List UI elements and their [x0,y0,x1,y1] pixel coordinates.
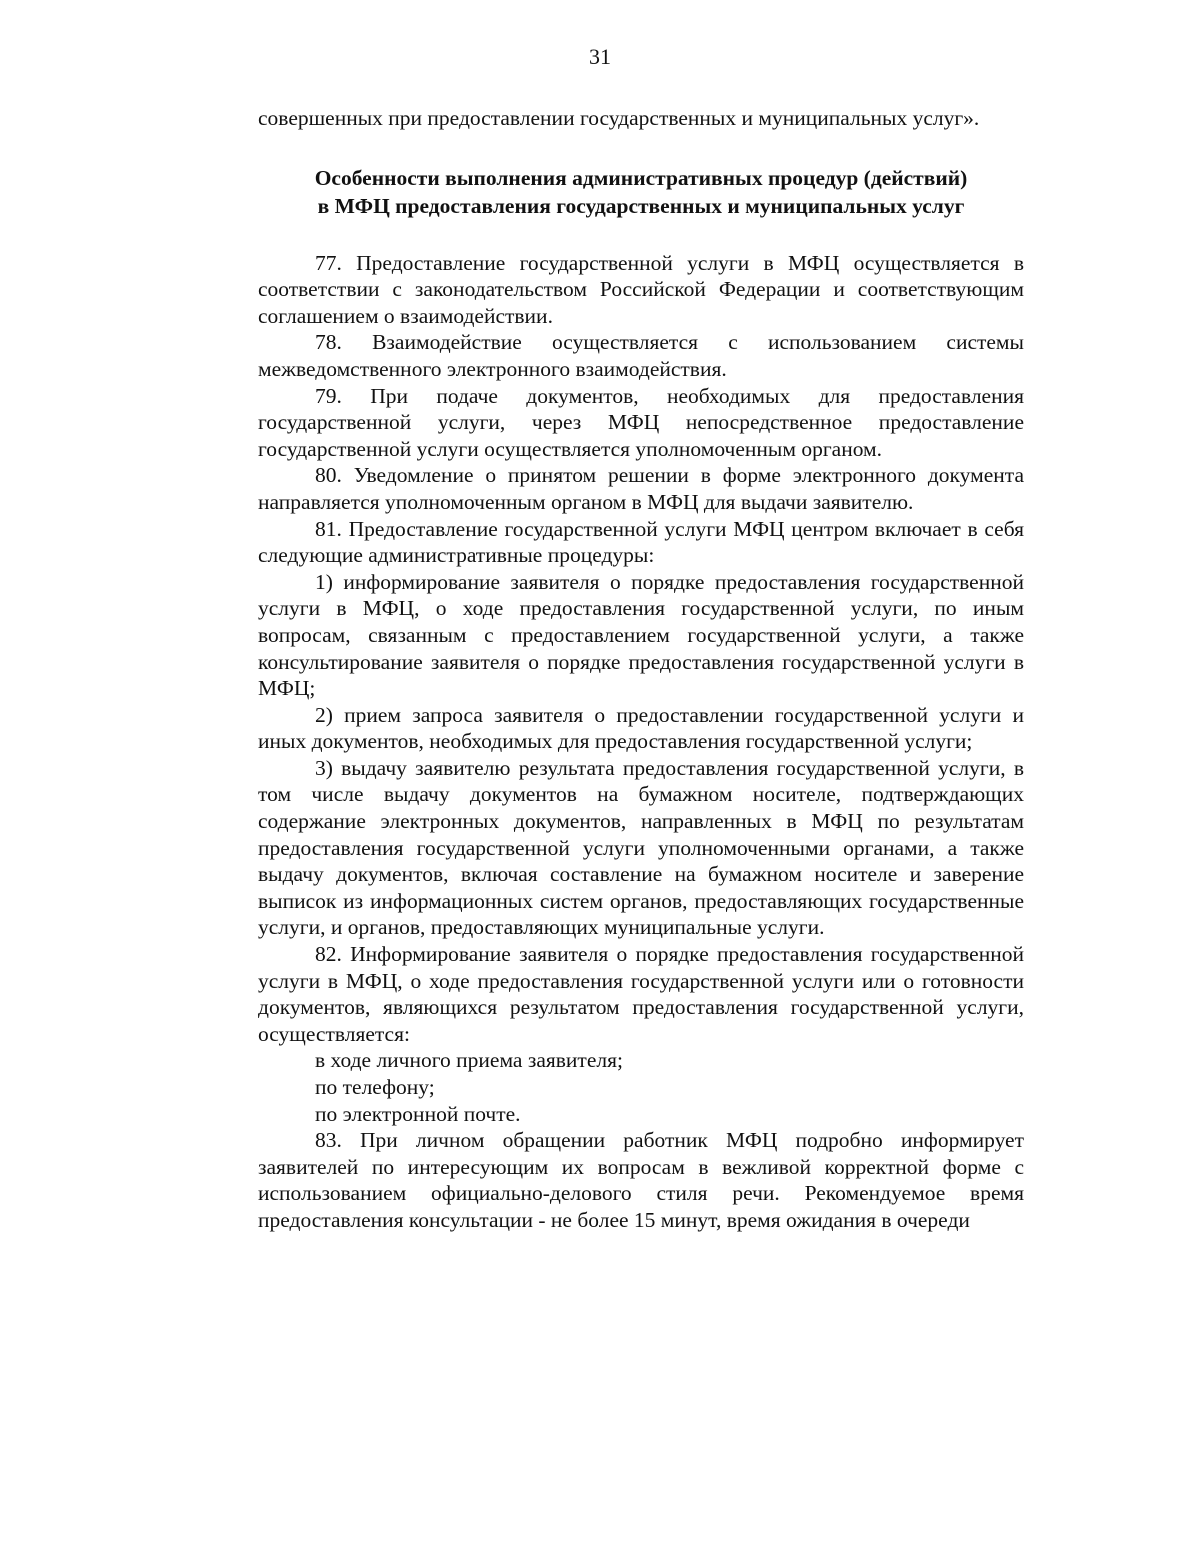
document-body [258,105,1024,1234]
paragraph-81-item-3: 3) выдачу заявителю результата предоставления государственной услуги, в том числе выдачу документов на бумажном носителе, подтверждающих содержание электронных документов, направленных в МФЦ по результатам предоставления государственной услуги уполномоченными органами, а также выдачу документов, включая составление на бумажном носителе и заверение выписок из информационных систем органов, предоставляющих государственные услуги, и органов, предоставляющих муниципальные услуги. [258,755,1024,940]
paragraph-80: 80. Уведомление о принятом решении в форме электронного документа направляется уполномоченным органом в МФЦ для выдачи заявителю. [258,463,1024,514]
section-heading-line-1: Особенности выполнения административных процедур (действий) [314,165,968,190]
paragraph-82: 82. Информирование заявителя о порядке предоставления государственной услуги в МФЦ, о ходе предоставления государственной услуги или о готовности документов, являющихся результатом предоставления государственной услуги, осуществляется: [258,942,1024,1046]
section-heading [258,164,1024,220]
paragraph-81-item-1: 1) информирование заявителя о порядке предоставления государственной услуги в МФЦ, о ходе предоставления государственной услуги, по иным вопросам, связанным с предоставлением государственной услуги, а также консультирование заявителя о порядке предоставления государственной услуги в МФЦ; [258,569,1024,701]
paragraph-82-method-phone: по телефону; [315,1075,435,1099]
paragraph-82-method-email: по электронной почте. [315,1101,521,1126]
intro-continuation: совершенных при предоставлении государственных и муниципальных услуг». [258,106,980,130]
paragraph-83: 83. При личном обращении работник МФЦ подробно информирует заявителей по интересующим их вопросам в вежливой корректной форме с использованием официально-делового стиля речи. Рекомендуемое время предоставления консультации - не более 15 минут, время ожидания в очереди [258,1128,1024,1232]
paragraph-78: 78. Взаимодействие осуществляется с использованием системы межведомственного электронного взаимодействия. [258,330,1024,381]
paragraph-81: 81. Предоставление государственной услуги МФЦ центром включает в себя следующие административные процедуры: [258,516,1024,568]
paragraph-82-method-in-person: в ходе личного приема заявителя; [315,1048,623,1073]
paragraph-77: 77. Предоставление государственной услуги в МФЦ осуществляется в соответствии с законодательством Российской Федерации и соответствующим соглашением о взаимодействии. [258,250,1024,328]
paragraph-79: 79. При подаче документов, необходимых для предоставления государственной услуги, через МФЦ непосредственное предоставление государственной услуги осуществляется уполномоченным органом. [258,383,1024,461]
page-number: 31 [589,44,611,69]
section-heading-line-2: в МФЦ предоставления государственных и муниципальных услуг [317,193,965,218]
paragraph-81-item-2: 2) прием запроса заявителя о предоставлении государственной услуги и иных документов, необходимых для предоставления государственной услуги; [258,702,1024,754]
